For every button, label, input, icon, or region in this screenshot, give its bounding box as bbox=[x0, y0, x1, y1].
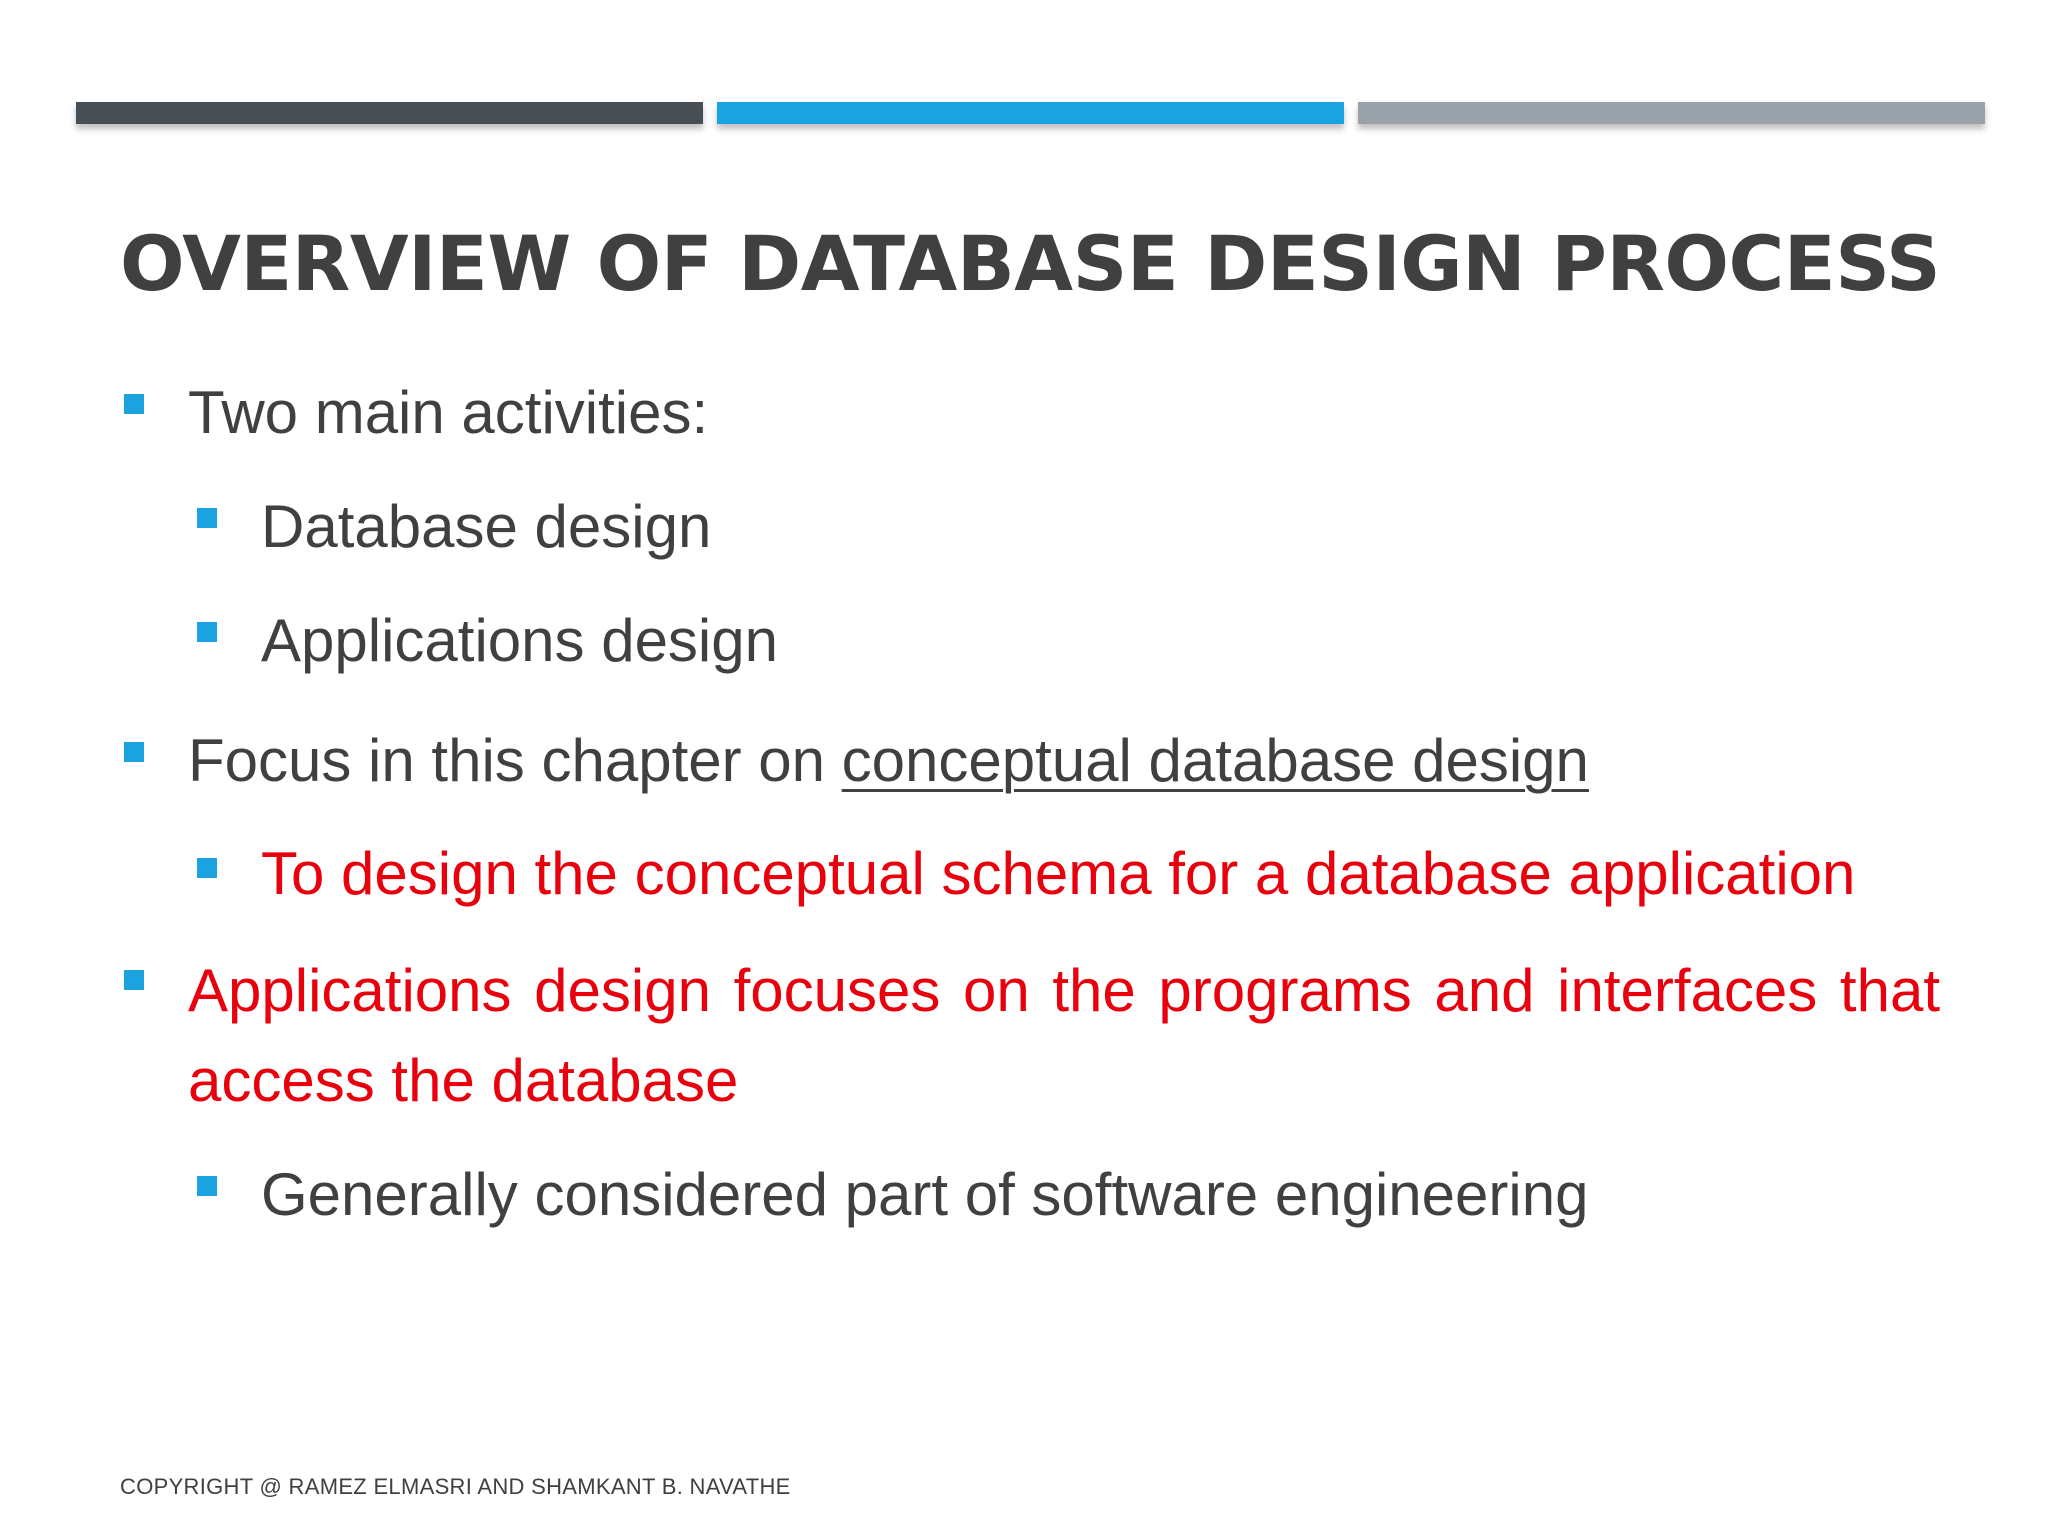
square-bullet-icon bbox=[124, 970, 144, 990]
header-bar-blue bbox=[717, 102, 1344, 124]
bullet-item bbox=[120, 370, 1940, 456]
square-bullet-icon bbox=[197, 622, 217, 642]
square-bullet-icon bbox=[124, 742, 144, 762]
square-bullet-icon bbox=[197, 1176, 217, 1196]
square-bullet-icon bbox=[197, 508, 217, 528]
bullet-list bbox=[120, 370, 1940, 1238]
square-bullet-icon bbox=[124, 394, 144, 414]
bullet-text: Applications design bbox=[261, 607, 779, 674]
bullet-text: Generally considered part of software engineering bbox=[261, 1161, 1589, 1228]
bullet-text: Database design bbox=[261, 493, 712, 560]
underlined-term: conceptual database design bbox=[841, 727, 1589, 794]
bullet-item bbox=[120, 946, 1940, 1126]
copyright-footer: COPYRIGHT @ RAMEZ ELMASRI AND SHAMKANT B. NAVATHE bbox=[120, 1474, 791, 1499]
bullet-item bbox=[120, 1152, 1940, 1238]
slide-title: OVERVIEW OF DATABASE DESIGN PROCESS bbox=[120, 219, 1941, 308]
bullet-item bbox=[120, 834, 1940, 914]
square-bullet-icon bbox=[197, 858, 217, 878]
header-bar-dark bbox=[76, 102, 703, 124]
bullet-text: Two main activities: bbox=[188, 379, 709, 446]
bullet-item bbox=[120, 718, 1940, 804]
bullet-item bbox=[120, 598, 1940, 684]
header-bar-gray bbox=[1358, 102, 1985, 124]
bullet-text-prefix: Focus in this chapter on bbox=[188, 727, 842, 794]
bullet-text: To design the conceptual schema for a database application bbox=[261, 840, 1856, 907]
bullet-text: Applications design focuses on the programs and interfaces that access the database bbox=[188, 957, 1940, 1114]
bullet-item bbox=[120, 484, 1940, 570]
